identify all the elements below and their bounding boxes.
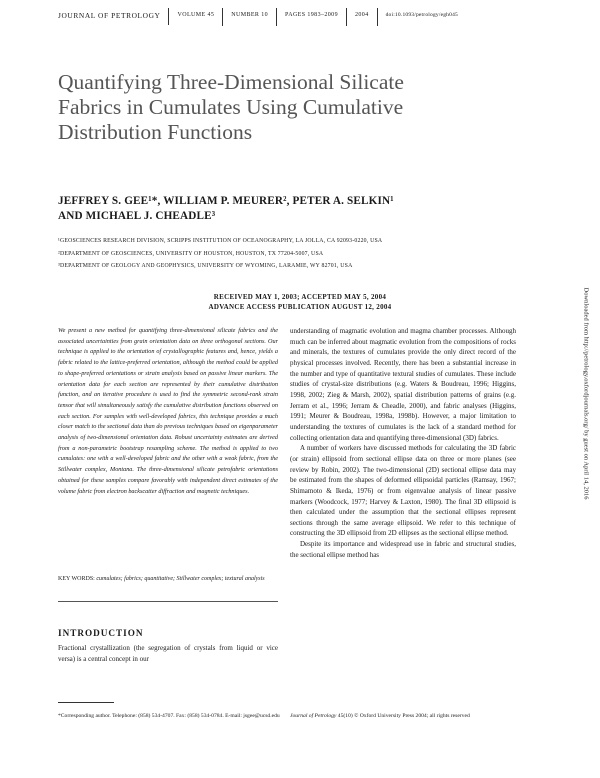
download-watermark-text: Downloaded from http://petrology.oxfordjournals.org/ by guest on April 14, 2016: [582, 287, 590, 499]
corresponding-author-footnote: *Corresponding author. Telephone: (858) 534-4707. Fax: (858) 534-0784. E-mail: jsgee@ucsd.edu: [58, 713, 280, 719]
right-column: [290, 326, 516, 560]
body-paragraph: understanding of magmatic evolution and magma chamber processes. Although much can be inferred about magmatic evolution from the compositions of rocks and minerals, the textures of cumulates provide the only direct record of the physical processes involved. Recently, there has been a substantial increase in the number and type of quantitative textural studies of cumulates. These include studies of crystal-size distributions (e.g. Waters & Boudreau, 1996; Higgins, 1998, 2002; Zieg & Marsh, 2002), spatial distribution patterns of grains (e.g. Jerram et al., 1996; Jerram & Cheadle, 2000), and fabric analyses (Higgins, 1991; Meurer & Boudreau, 1998a, 1998b). However, a major limitation to understanding the textures of cumulates is the lack of a standard method for collecting orientation data and quantifying three-dimensional (3D) fabrics.: [290, 327, 516, 442]
author-line: JEFFREY S. GEE¹*, WILLIAM P. MEURER², PETER A. SELKIN¹: [58, 195, 394, 207]
issue-number: NUMBER 10: [223, 8, 277, 26]
affiliation-list: [58, 235, 528, 273]
download-watermark: [580, 258, 592, 528]
footnote-journal: Journal of Petrology: [290, 713, 337, 719]
journal-name: JOURNAL OF PETROLOGY: [58, 8, 169, 25]
article-title: [58, 70, 438, 145]
keywords-label: KEY WORDS:: [58, 576, 95, 582]
body-paragraph: A number of workers have discussed methods for calculating the 3D fabric (or strain) ellipsoid from sectional ellipse data on three or more planes (see review by Robin, 2002). The two-dimensional (2D) sectional ellipse data may be estimated from the shapes of deformed ellipsoidal particles (Ramsay, 1967; Shimamoto & Ikeda, 1976) or from eigenvalue analysis of linear passive markers (Woodcock, 1977; Harvey & Laxton, 1980). The final 3D ellipsoid is then calculated under the assumption that the sectional ellipses represent sections through the same average ellipsoid. We refer to this technique of constructing the 3D ellipsoid from 2D ellipses as the sectional ellipse method.: [290, 444, 516, 538]
doi: doi:10.1093/petrology/egh045: [385, 12, 458, 18]
publication-dates: [58, 292, 542, 312]
received-accepted: RECEIVED MAY 1, 2003; ACCEPTED MAY 5, 2004: [213, 293, 387, 301]
author-line: AND MICHAEL J. CHEADLE³: [58, 209, 216, 222]
body-paragraph: Despite its importance and widespread use in fabric and structural studies, the sectional ellipse method has: [290, 540, 516, 559]
author-list: [58, 194, 538, 223]
affiliation: ³DEPARTMENT OF GEOLOGY AND GEOPHYSICS, UNIVERSITY OF WYOMING, LARAMIE, WY 82701, USA: [58, 263, 353, 269]
footnote-copyright: 45(10) © Oxford University Press 2004; all rights reserved: [336, 713, 470, 719]
title-line: Quantifying Three-Dimensional Silicate: [58, 70, 404, 94]
keywords-list: cumulates; fabrics; quantitative; Stillwater complex; textural analysis: [96, 576, 265, 582]
advance-access: ADVANCE ACCESS PUBLICATION AUGUST 12, 2004: [208, 303, 392, 311]
affiliation: ¹GEOSCIENCES RESEARCH DIVISION, SCRIPPS INSTITUTION OF OCEANOGRAPHY, LA JOLLA, CA 92093-0220, USA: [58, 238, 383, 244]
running-header: [58, 8, 560, 28]
intro-paragraph: Fractional crystallization (the segregation of crystals from liquid or vice versa) is a central concept in our: [58, 644, 278, 663]
abstract: We present a new method for quantifying three-dimensional silicate fabrics and the associated uncertainties from grain orientation data on three orthogonal sections. Our technique is applied to the orientation of crystallographic features and, hence, yields a fabric related to the lattice-preferred orientation, although the method could be applied to shape-preferred orientations or strain analysis based on passive linear markers. The orientation data for each section are represented by their cumulative distribution function, and an iterative procedure is used to find the symmetric second-rank strain tensor that will simultaneously satisfy the cumulative distribution functions observed on each section. For samples with well-developed fabrics, this technique provides a much closer match to the sectional data than do previous techniques based on eigenparameter analysis of two-dimensional orientation data. Robust uncertainty estimates are derived from a non-parametric bootstrap resampling scheme. The method is applied to two cumulates: one with a well-developed fabric and the other with a weak fabric, from the Stillwater complex, Montana. The three-dimensional silicate petrofabric orientations obtained for these samples compare favorably with independent direct estimates of the volume fabric from electron backscatter diffraction and magnetic techniques.: [58, 327, 278, 495]
pages: PAGES 1983–2009: [277, 8, 347, 26]
keywords-divider: [58, 601, 278, 602]
footnote-divider: [58, 702, 114, 703]
title-line: Distribution Functions: [58, 120, 253, 144]
section-heading: INTRODUCTION: [58, 628, 144, 638]
copyright-footnote: [290, 712, 516, 722]
volume: VOLUME 45: [169, 8, 223, 26]
keywords: [58, 575, 278, 584]
title-line: Fabrics in Cumulates Using Cumulative: [58, 95, 404, 119]
affiliation: ²DEPARTMENT OF GEOSCIENCES, UNIVERSITY OF HOUSTON, HOUSTON, TX 77204-5007, USA: [58, 250, 324, 257]
year: 2004: [347, 8, 378, 26]
